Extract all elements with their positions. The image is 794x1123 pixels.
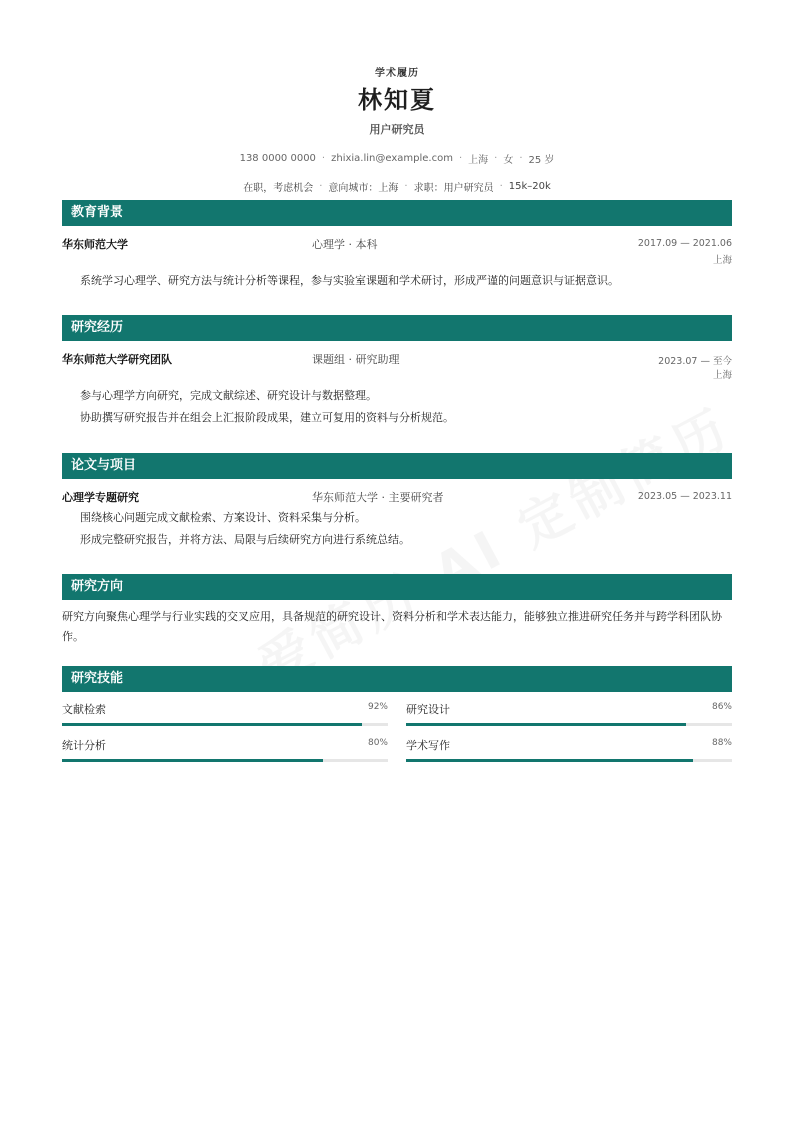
target-job: 求职：用户研究员 [413, 183, 494, 194]
skills-section [62, 666, 732, 762]
candidate-name: 林知夏 [358, 86, 436, 114]
direction-section [62, 574, 732, 647]
skill-bar [406, 759, 693, 762]
major-degree: 心理学 · 本科 [312, 238, 378, 251]
location: 上海 [712, 255, 732, 266]
skill-name: 学术写作 [406, 739, 450, 752]
age: 25 岁 [528, 155, 555, 166]
papers-section [62, 453, 732, 551]
skill-item [62, 736, 388, 762]
paper-bullet: 围绕核心问题完成文献检索、方案设计、资料采集与分析。 [80, 511, 366, 524]
skill-bar [62, 759, 323, 762]
position: 课题组 · 研究助理 [312, 353, 400, 366]
skill-percent: 88% [711, 738, 732, 748]
paper-entry [62, 487, 732, 507]
skills-grid [62, 700, 732, 762]
skill-track [406, 759, 732, 762]
skill-percent: 80% [367, 738, 388, 748]
contact-line [62, 151, 732, 166]
research-bullet: 参与心理学方向研究，完成文献综述、研究设计与数据整理。 [80, 389, 377, 402]
salary-range: 15k–20k [508, 181, 551, 192]
candidate-role: 用户研究员 [369, 123, 425, 136]
education-section [62, 200, 732, 292]
gender: 女 [503, 155, 514, 166]
separator: · [404, 181, 408, 192]
job-intent-line [62, 179, 732, 194]
skill-track [62, 723, 388, 726]
target-city: 意向城市：上海 [328, 183, 399, 194]
location: 上海 [712, 370, 732, 381]
phone: 138 0000 0000 [239, 153, 316, 164]
education-entry [62, 234, 732, 254]
separator: · [499, 181, 503, 192]
section-title: 研究技能 [62, 666, 732, 692]
email: zhixia.lin@example.com [331, 153, 453, 164]
separator: · [458, 153, 463, 164]
separator: · [321, 153, 326, 164]
team-name: 华东师范大学研究团队 [62, 353, 172, 366]
education-description: 系统学习心理学、研究方法与统计分析等课程，参与实验室课题和学术研讨，形成严谨的问题意识与证据意识。 [80, 274, 619, 287]
date-range: 2017.09 — 2021.06 [637, 238, 732, 249]
job-status: 在职，考虑机会 [243, 183, 314, 194]
date-range: 2023.05 — 2023.11 [637, 491, 732, 502]
separator: · [519, 153, 523, 164]
skill-track [406, 723, 732, 726]
research-entry [62, 349, 732, 369]
city: 上海 [468, 155, 489, 166]
document-label: 学术履历 [375, 68, 419, 79]
section-title: 论文与项目 [62, 453, 732, 479]
section-title: 研究经历 [62, 315, 732, 341]
research-section [62, 315, 732, 429]
skill-name: 文献检索 [62, 703, 106, 716]
separator: · [319, 181, 323, 192]
project-name: 心理学专题研究 [62, 491, 139, 504]
skill-item [62, 700, 388, 726]
resume-page [62, 0, 732, 752]
section-title: 教育背景 [62, 200, 732, 226]
resume-header [62, 64, 732, 194]
school-name: 华东师范大学 [62, 238, 128, 251]
skill-item [406, 700, 732, 726]
research-bullet: 协助撰写研究报告并在组会上汇报阶段成果，建立可复用的资料与分析规范。 [80, 411, 454, 424]
direction-text: 研究方向聚焦心理学与行业实践的交叉应用，具备规范的研究设计、资料分析和学术表达能力，能够独立推进研究任务并与跨学科团队协作。 [62, 610, 722, 643]
project-role: 华东师范大学 · 主要研究者 [312, 491, 444, 504]
separator: · [494, 153, 498, 164]
date-range: 2023.07 — 至今 [658, 356, 732, 367]
skill-bar [406, 723, 686, 726]
skill-name: 统计分析 [62, 739, 106, 752]
skill-track [62, 759, 388, 762]
skill-name: 研究设计 [406, 703, 450, 716]
skill-bar [62, 723, 362, 726]
section-title: 研究方向 [62, 574, 732, 600]
skill-percent: 86% [711, 702, 732, 712]
skill-item [406, 736, 732, 762]
skill-percent: 92% [367, 702, 388, 712]
paper-bullet: 形成完整研究报告，并将方法、局限与后续研究方向进行系统总结。 [80, 533, 410, 546]
